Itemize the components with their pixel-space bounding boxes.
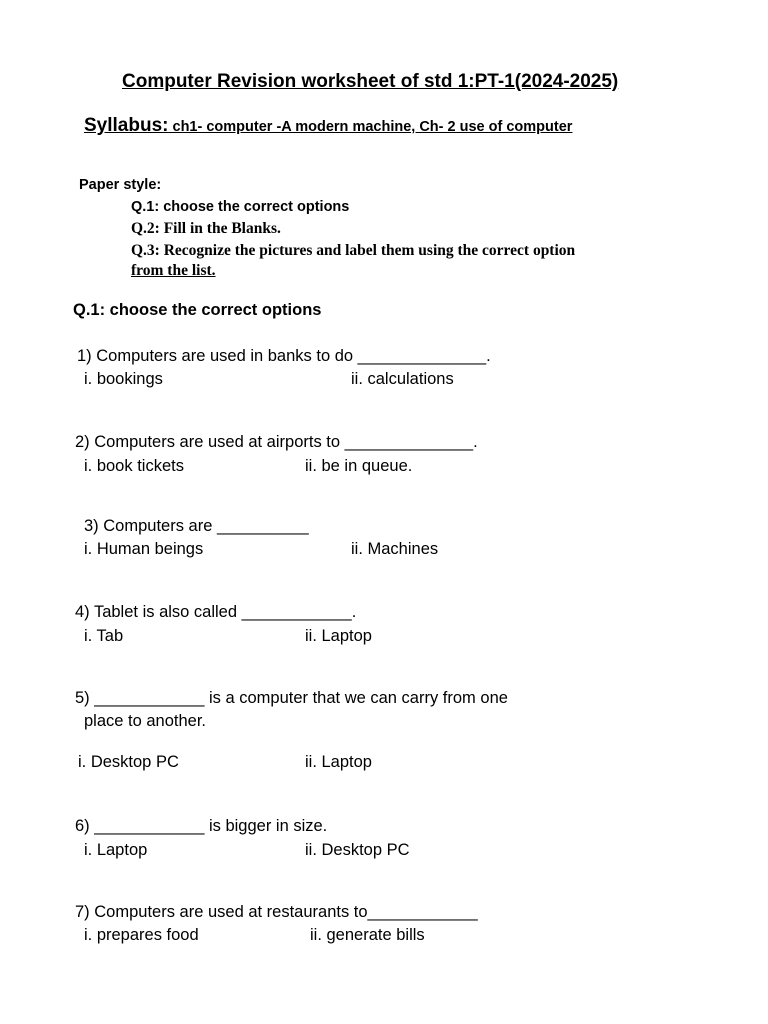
question-6-option-1: i. Laptop <box>84 841 148 859</box>
page-title: Computer Revision worksheet of std 1:PT-1(2024-2025) <box>122 71 619 92</box>
question-3-option-1: i. Human beings <box>84 540 204 558</box>
question-4-option-2: ii. Laptop <box>305 627 372 645</box>
question-5-option-2: ii. Laptop <box>305 753 372 771</box>
question-7-option-1: i. prepares food <box>84 926 199 944</box>
question-5: 5) ____________ is a computer that we can carry from one <box>75 689 508 707</box>
syllabus-label: Syllabus: <box>84 115 169 136</box>
question-2: 2) Computers are used at airports to ______________. <box>75 433 478 451</box>
question-2-option-1: i. book tickets <box>84 457 184 475</box>
question-6-option-2: ii. Desktop PC <box>305 841 410 859</box>
question-5-continued: place to another. <box>84 712 207 730</box>
question-3-option-2: ii. Machines <box>351 540 439 558</box>
paper-style-item-q1: Q.1: choose the correct options <box>131 199 350 215</box>
question-7-option-2: ii. generate bills <box>310 926 425 944</box>
section-heading: Q.1: choose the correct options <box>73 301 322 319</box>
paper-style-label: Paper style: <box>79 177 162 193</box>
question-1: 1) Computers are used in banks to do ______________. <box>77 347 491 365</box>
question-6: 6) ____________ is bigger in size. <box>75 817 328 835</box>
paper-style-item-q3-continued: from the list. <box>131 262 216 279</box>
question-4: 4) Tablet is also called ____________. <box>75 603 357 621</box>
question-3: 3) Computers are __________ <box>84 517 309 535</box>
question-7: 7) Computers are used at restaurants to____________ <box>75 903 478 921</box>
syllabus-text: ch1- computer -A modern machine, Ch- 2 use of computer <box>168 119 573 135</box>
syllabus-line <box>84 115 572 137</box>
question-4-option-1: i. Tab <box>84 627 124 645</box>
question-5-option-1: i. Desktop PC <box>78 753 179 771</box>
question-1-option-1: i. bookings <box>84 370 163 388</box>
paper-style-item-q2: Q.2: Fill in the Blanks. <box>131 220 281 237</box>
paper-style-item-q3: Q.3: Recognize the pictures and label them using the correct option <box>131 242 576 259</box>
question-2-option-2: ii. be in queue. <box>305 457 413 475</box>
question-1-option-2: ii. calculations <box>351 370 454 388</box>
